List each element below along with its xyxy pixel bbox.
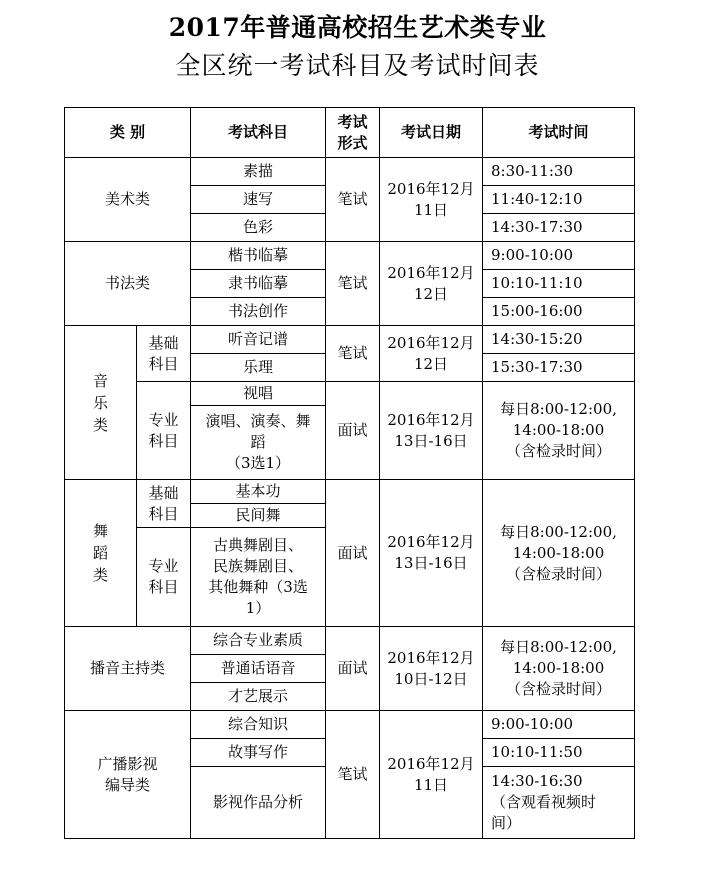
calligraphy-subject: 书法创作 [191, 298, 326, 326]
film-category: 广播影视 编导类 [65, 711, 191, 839]
header-subject: 考试科目 [191, 108, 326, 158]
calligraphy-category: 书法类 [65, 242, 191, 326]
table-row [65, 480, 635, 504]
dance-basic-subject: 民间舞 [191, 504, 326, 528]
art-time: 8:30-11:30 [483, 158, 635, 186]
art-date: 2016年12月 11日 [380, 158, 483, 242]
art-subject: 速写 [191, 186, 326, 214]
music-basic-time: 14:30-15:20 [483, 326, 635, 354]
art-subject: 色彩 [191, 214, 326, 242]
film-time: 10:10-11:50 [483, 739, 635, 767]
header-time: 考试时间 [483, 108, 635, 158]
film-time: 14:30-16:30 （含观看视频时 间） [483, 767, 635, 839]
dance-basic-label: 基础 科目 [137, 480, 191, 528]
dance-date: 2016年12月 13日-16日 [380, 480, 483, 627]
music-major-label: 专业 科目 [137, 382, 191, 480]
film-subject: 综合知识 [191, 711, 326, 739]
film-form: 笔试 [326, 711, 380, 839]
dance-category-label: 舞 蹈 类 [92, 522, 108, 584]
calligraphy-subject: 隶书临摹 [191, 270, 326, 298]
broadcast-form: 面试 [326, 627, 380, 711]
film-subject: 影视作品分析 [191, 767, 326, 839]
art-category: 美术类 [65, 158, 191, 242]
table-header-row [65, 108, 635, 158]
broadcast-time: 每日8:00-12:00, 14:00-18:00 （含检录时间） [483, 627, 635, 711]
music-major-subject: 视唱 [191, 382, 326, 406]
art-form: 笔试 [326, 158, 380, 242]
art-time: 14:30-17:30 [483, 214, 635, 242]
broadcast-subject: 普通话语音 [191, 655, 326, 683]
music-major-subject: 演唱、演奏、舞 蹈 （3选1） [191, 406, 326, 480]
music-basic-form: 笔试 [326, 326, 380, 382]
broadcast-category: 播音主持类 [65, 627, 191, 711]
calligraphy-time: 10:10-11:10 [483, 270, 635, 298]
dance-time: 每日8:00-12:00, 14:00-18:00 （含检录时间） [483, 480, 635, 627]
header-form: 考试 形式 [326, 108, 380, 158]
exam-schedule-table [64, 107, 635, 839]
broadcast-subject: 才艺展示 [191, 683, 326, 711]
table-row [65, 382, 635, 406]
music-major-form: 面试 [326, 382, 380, 480]
calligraphy-form: 笔试 [326, 242, 380, 326]
table-row [65, 627, 635, 655]
calligraphy-date: 2016年12月 12日 [380, 242, 483, 326]
header-date: 考试日期 [380, 108, 483, 158]
calligraphy-subject: 楷书临摹 [191, 242, 326, 270]
music-category-label: 音 乐 类 [92, 371, 108, 434]
page-title: 2017年普通高校招生艺术类专业 [168, 13, 547, 42]
dance-major-label: 专业 科目 [137, 528, 191, 627]
film-time: 9:00-10:00 [483, 711, 635, 739]
film-subject: 故事写作 [191, 739, 326, 767]
music-basic-subject: 乐理 [191, 354, 326, 382]
art-time: 11:40-12:10 [483, 186, 635, 214]
music-basic-date: 2016年12月 12日 [380, 326, 483, 382]
broadcast-date: 2016年12月 10日-12日 [380, 627, 483, 711]
music-basic-subject: 听音记谱 [191, 326, 326, 354]
calligraphy-time: 15:00-16:00 [483, 298, 635, 326]
table-row [65, 711, 635, 739]
music-basic-label: 基础 科目 [137, 326, 191, 382]
music-basic-time: 15:30-17:30 [483, 354, 635, 382]
table-row [65, 242, 635, 270]
dance-form: 面试 [326, 480, 380, 627]
table-row [65, 326, 635, 354]
header-category: 类 别 [65, 108, 191, 158]
dance-basic-subject: 基本功 [191, 480, 326, 504]
dance-category [65, 480, 137, 627]
music-major-date: 2016年12月 13日-16日 [380, 382, 483, 480]
art-subject: 素描 [191, 158, 326, 186]
page-subtitle: 全区统一考试科目及考试时间表 [175, 51, 540, 80]
music-category [65, 326, 137, 480]
table-row [65, 158, 635, 186]
dance-major-subject: 古典舞剧目、 民族舞剧目、 其他舞种（3选 1） [191, 528, 326, 627]
film-date: 2016年12月 11日 [380, 711, 483, 839]
calligraphy-time: 9:00-10:00 [483, 242, 635, 270]
broadcast-subject: 综合专业素质 [191, 627, 326, 655]
music-major-time: 每日8:00-12:00, 14:00-18:00 （含检录时间） [483, 382, 635, 480]
